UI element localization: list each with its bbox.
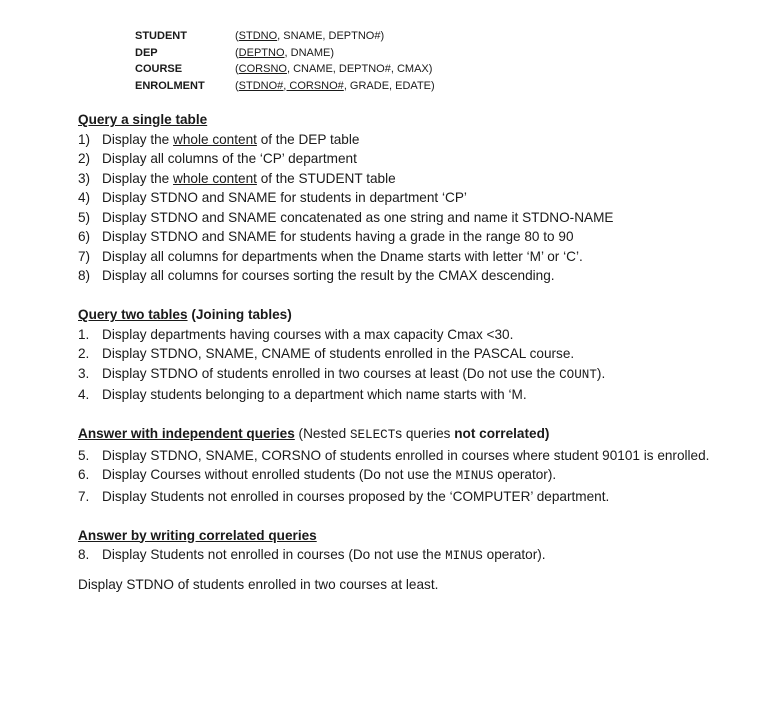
question-text	[102, 385, 738, 405]
text-part: Display Courses without enrolled students (Do not use the	[102, 467, 456, 482]
question-item	[78, 446, 738, 466]
table-definition	[235, 28, 384, 45]
schema-row	[135, 45, 435, 62]
text-part: Display the	[102, 131, 174, 147]
question-item	[78, 487, 738, 507]
title-part: Answer by writing correlated queries	[78, 527, 317, 543]
definition-part: STDNO	[238, 30, 278, 42]
text-part: Display the	[102, 170, 174, 186]
question-list	[78, 446, 738, 507]
definition-part: CORSNO	[238, 63, 287, 75]
question-text	[102, 545, 738, 567]
question-number: 1)	[78, 131, 91, 147]
text-part: Display STDNO, SNAME, CNAME of students enrolled in the PASCAL course.	[102, 346, 575, 361]
definition-part: , GRADE, EDATE)	[343, 79, 435, 92]
title-part: SELECT	[349, 428, 396, 442]
question-item	[78, 266, 738, 286]
text-part: Display STDNO and SNAME concatenated as one string and name it STDNO-NAME	[102, 209, 614, 225]
text-part: Display all columns of the ‘CP’ department	[102, 151, 357, 166]
question-number: 3)	[78, 170, 91, 186]
text-part: Display STDNO, SNAME, CORSNO of students enrolled in courses where student 90101 is enrolled.	[102, 447, 710, 463]
section-title	[78, 526, 738, 546]
question-text	[102, 344, 738, 364]
question-item	[78, 188, 738, 208]
schema-block	[135, 28, 435, 94]
section-title	[78, 110, 738, 130]
title-part: (Joining tables)	[187, 307, 292, 322]
definition-part: , SNAME, DEPTNO#)	[277, 30, 385, 42]
text-part: MINUS	[445, 549, 483, 563]
section-gap	[78, 286, 738, 306]
table-definition	[235, 61, 432, 78]
text-part: Display Students not enrolled in courses (Do not use the	[102, 547, 446, 562]
text-part: Display departments having courses with a max capacity Cmax <30.	[102, 326, 514, 342]
question-number: 4)	[78, 190, 91, 205]
definition-part: DEPTNO	[238, 46, 285, 59]
text-part: MINUS	[455, 469, 494, 483]
question-item	[78, 169, 738, 189]
question-text	[102, 325, 738, 345]
table-definition	[235, 45, 334, 62]
question-item	[78, 385, 738, 405]
question-item	[78, 465, 738, 487]
question-number: 2)	[78, 151, 91, 166]
question-item	[78, 344, 738, 364]
question-text	[102, 364, 738, 386]
question-text	[102, 266, 738, 286]
text-part: operator).	[493, 467, 557, 482]
question-text	[102, 465, 738, 487]
question-number: 2.	[78, 346, 90, 361]
definition-part: (	[235, 46, 239, 59]
question-item	[78, 227, 738, 247]
text-part: ).	[596, 365, 606, 381]
question-text	[102, 487, 738, 507]
definition-part: , DNAME)	[284, 46, 335, 59]
question-number: 5.	[78, 447, 90, 463]
question-number: 5)	[78, 209, 91, 225]
question-text	[102, 149, 738, 169]
question-number: 7)	[78, 248, 91, 264]
question-text	[102, 446, 738, 466]
title-part: s queries	[395, 426, 455, 441]
question-text	[102, 227, 738, 247]
question-text	[102, 247, 738, 267]
text-part: of the DEP table	[256, 131, 360, 147]
text-part: Display STDNO and SNAME for students having a grade in the range 80 to 90	[102, 229, 574, 244]
definition-part: (	[235, 79, 239, 92]
schema-row	[135, 28, 435, 45]
text-part: Display all columns for departments when the Dname starts with letter ‘M’ or ‘C’.	[102, 248, 583, 264]
text-part: Display Students not enrolled in courses proposed by the ‘COMPUTER’ department.	[102, 488, 610, 504]
section-title	[78, 305, 738, 325]
question-number: 1.	[78, 326, 90, 342]
schema-row	[135, 61, 435, 78]
table-definition	[235, 78, 435, 95]
footer-question: Display STDNO of students enrolled in two courses at least.	[78, 576, 439, 592]
question-text	[102, 169, 738, 189]
text-part: Display all columns for courses sorting the result by the CMAX descending.	[102, 268, 555, 283]
question-text	[102, 188, 738, 208]
text-part: Display STDNO of students enrolled in two courses at least (Do not use the	[102, 365, 560, 381]
question-item	[78, 208, 738, 228]
question-number: 7.	[78, 488, 90, 504]
table-name: ENROLMENT	[135, 79, 205, 92]
text-part: Display STDNO and SNAME for students in department ‘CP’	[102, 190, 467, 205]
text-part: COUNT	[559, 367, 597, 382]
definition-part: (	[235, 63, 239, 75]
question-item	[78, 545, 738, 567]
text-part: whole content	[173, 131, 257, 147]
table-name: COURSE	[135, 63, 183, 75]
section-gap	[78, 405, 738, 425]
table-name: DEP	[135, 46, 158, 59]
title-part: (Nested	[294, 426, 350, 441]
title-part: Query a single table	[78, 112, 208, 127]
question-text	[102, 130, 738, 150]
question-item	[78, 149, 738, 169]
question-number: 4.	[78, 387, 90, 402]
question-number: 8)	[78, 268, 91, 283]
question-number: 6)	[78, 229, 91, 244]
title-part: Answer with independent queries	[78, 426, 295, 441]
text-part: operator).	[482, 547, 546, 562]
question-list	[78, 545, 738, 567]
title-part: not correlated)	[454, 426, 550, 441]
definition-part: , CNAME, DEPTNO#, CMAX)	[286, 63, 433, 75]
text-part: Display students belonging to a department which name starts with ‘M.	[102, 387, 527, 402]
table-name: STUDENT	[135, 30, 187, 42]
question-item	[78, 364, 738, 386]
question-number: 6.	[78, 467, 90, 482]
schema-row	[135, 78, 435, 95]
title-part: Query two tables	[78, 307, 188, 322]
question-number: 3.	[78, 365, 90, 381]
exercise-content	[78, 110, 738, 594]
section-title	[78, 424, 738, 446]
question-item	[78, 247, 738, 267]
section-gap	[78, 506, 738, 526]
text-part: whole content	[173, 170, 257, 186]
question-item	[78, 130, 738, 150]
definition-part: STDNO#, CORSNO#	[238, 79, 344, 92]
question-text	[102, 208, 738, 228]
question-item	[78, 325, 738, 345]
definition-part: (	[235, 30, 239, 42]
question-number: 8.	[78, 547, 90, 562]
question-list	[78, 130, 738, 286]
question-list	[78, 325, 738, 405]
text-part: of the STUDENT table	[256, 170, 396, 186]
